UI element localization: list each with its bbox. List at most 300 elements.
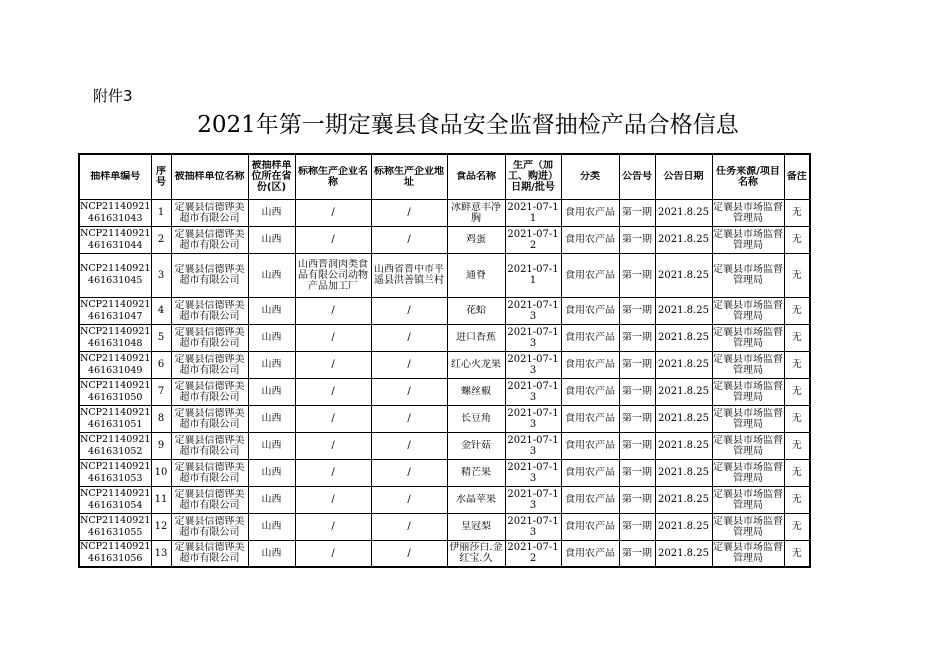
category-cell <box>561 253 619 297</box>
notice-date-text: 2021.8.25 <box>658 467 709 478</box>
notice-date-text: 2021.8.25 <box>658 547 709 559</box>
remark-cell <box>784 405 810 432</box>
sample-code-text: NCP21140921461631050 <box>80 379 151 403</box>
task-source-text: 定襄县市场监督管理局 <box>713 434 783 457</box>
remark-text: 无 <box>791 207 802 218</box>
sampled-unit-text: 定襄县信德铧美超市有限公司 <box>174 353 245 376</box>
task-source-cell <box>712 378 784 405</box>
task-source-cell <box>712 199 784 226</box>
task-source-text: 定襄县市场监督管理局 <box>713 353 783 376</box>
province-cell <box>248 199 295 226</box>
header-cell: 抽样单编号 <box>79 154 151 199</box>
sampled-unit-cell <box>171 199 248 226</box>
remark-cell <box>784 486 810 513</box>
producer-address-text: / <box>407 547 411 559</box>
food-name-cell <box>447 199 505 226</box>
notice-date-text: 2021.8.25 <box>658 386 709 397</box>
sample-code-cell <box>79 540 151 567</box>
food-name-text: 长豆角 <box>461 413 491 424</box>
sample-code-cell <box>79 351 151 378</box>
sample-code-text: NCP21140921461631055 <box>80 514 151 538</box>
food-name-text: 冰鲜意丰净胸 <box>451 201 501 224</box>
production-date-text: 2021-07-13 <box>507 380 559 403</box>
seq-text: 3 <box>157 269 165 281</box>
category-cell <box>561 486 619 513</box>
sampled-unit-cell <box>171 486 248 513</box>
task-source-text: 定襄县市场监督管理局 <box>713 264 783 286</box>
production-date-text: 2021-07-13 <box>507 434 559 457</box>
task-source-text: 定襄县市场监督管理局 <box>713 542 783 565</box>
province-text: 山西 <box>261 521 282 532</box>
production-date-text: 2021-07-13 <box>507 515 559 538</box>
remark-text: 无 <box>791 521 802 532</box>
notice-date-text: 2021.8.25 <box>658 269 709 281</box>
sampled-unit-cell <box>171 253 248 297</box>
province-text: 山西 <box>261 305 282 316</box>
production-date-cell <box>505 351 561 378</box>
category-text: 食用农产品 <box>565 413 615 424</box>
sampled-unit-text: 定襄县信德铧美超市有限公司 <box>174 407 245 430</box>
table-row <box>79 486 810 513</box>
header-cell: 标称生产企业地址 <box>371 154 447 199</box>
seq-text: 7 <box>157 386 165 397</box>
producer-address-text: / <box>407 467 411 478</box>
food-name-cell <box>447 226 505 253</box>
province-text: 山西 <box>261 269 282 281</box>
category-cell <box>561 459 619 486</box>
remark-cell <box>784 378 810 405</box>
seq-text: 2 <box>157 234 165 245</box>
seq-cell <box>151 486 171 513</box>
producer-text: / <box>331 440 335 451</box>
sample-code-text: NCP21140921461631054 <box>80 487 151 511</box>
food-name-cell <box>447 324 505 351</box>
notice-no-text: 第一期 <box>622 386 652 397</box>
producer-cell <box>295 540 371 567</box>
producer-address-text: / <box>407 494 411 505</box>
task-source-text: 定襄县市场监督管理局 <box>713 461 783 484</box>
producer-text: / <box>331 207 335 218</box>
notice-no-cell <box>619 432 655 459</box>
category-text: 食用农产品 <box>565 269 615 281</box>
province-text: 山西 <box>261 547 282 559</box>
remark-cell <box>784 351 810 378</box>
production-date-text: 2021-07-12 <box>507 228 559 251</box>
table-row <box>79 351 810 378</box>
sample-code-cell <box>79 297 151 324</box>
producer-address-text: / <box>407 305 411 316</box>
category-cell <box>561 351 619 378</box>
food-name-text: 红心火龙果 <box>451 359 501 370</box>
production-date-cell <box>505 297 561 324</box>
seq-cell <box>151 324 171 351</box>
header-cell: 任务来源/项目名称 <box>712 154 784 199</box>
table-row <box>79 459 810 486</box>
category-cell <box>561 199 619 226</box>
production-date-text: 2021-07-13 <box>507 299 559 322</box>
province-text: 山西 <box>261 359 282 370</box>
food-name-cell <box>447 459 505 486</box>
province-cell <box>248 513 295 540</box>
notice-no-cell <box>619 459 655 486</box>
remark-text: 无 <box>791 547 802 559</box>
notice-date-cell <box>655 513 712 540</box>
sample-code-text: NCP21140921461631045 <box>80 263 151 286</box>
producer-cell <box>295 253 371 297</box>
producer-address-cell <box>371 226 447 253</box>
header-cell: 被抽样单位所在省份(区) <box>248 154 295 199</box>
notice-date-cell <box>655 199 712 226</box>
producer-address-text: / <box>407 521 411 532</box>
remark-cell <box>784 513 810 540</box>
seq-cell <box>151 432 171 459</box>
sampled-unit-text: 定襄县信德铧美超市有限公司 <box>174 264 245 286</box>
notice-no-text: 第一期 <box>622 494 652 505</box>
producer-address-text: / <box>407 332 411 343</box>
remark-cell <box>784 324 810 351</box>
seq-cell <box>151 540 171 567</box>
task-source-text: 定襄县市场监督管理局 <box>713 515 783 538</box>
production-date-cell <box>505 199 561 226</box>
producer-address-text: / <box>407 359 411 370</box>
food-name-cell <box>447 253 505 297</box>
producer-cell <box>295 199 371 226</box>
header-cell: 公告日期 <box>655 154 712 199</box>
producer-text: 山西晋润肉类食品有限公司动物产品加工厂 <box>298 258 368 292</box>
production-date-cell <box>505 432 561 459</box>
remark-text: 无 <box>791 359 802 370</box>
sample-code-cell <box>79 459 151 486</box>
province-cell <box>248 226 295 253</box>
seq-cell <box>151 459 171 486</box>
notice-no-cell <box>619 253 655 297</box>
table-row <box>79 513 810 540</box>
province-cell <box>248 486 295 513</box>
table-row <box>79 540 810 567</box>
notice-no-cell <box>619 199 655 226</box>
remark-cell <box>784 226 810 253</box>
sampled-unit-text: 定襄县信德铧美超市有限公司 <box>174 326 245 349</box>
production-date-text: 2021-07-13 <box>507 326 559 349</box>
task-source-cell <box>712 351 784 378</box>
header-cell: 分类 <box>561 154 619 199</box>
sample-code-cell <box>79 513 151 540</box>
table-row <box>79 253 810 297</box>
province-text: 山西 <box>261 413 282 424</box>
notice-date-text: 2021.8.25 <box>658 440 709 451</box>
food-name-cell <box>447 297 505 324</box>
food-name-cell <box>447 405 505 432</box>
sample-code-cell <box>79 486 151 513</box>
province-text: 山西 <box>261 207 282 218</box>
table-row <box>79 405 810 432</box>
sampled-unit-cell <box>171 459 248 486</box>
seq-cell <box>151 253 171 297</box>
notice-date-cell <box>655 297 712 324</box>
food-name-text: 精芒果 <box>461 467 491 478</box>
production-date-text: 2021-07-11 <box>507 201 559 224</box>
production-date-text: 2021-07-12 <box>507 542 559 565</box>
producer-address-cell <box>371 378 447 405</box>
seq-text: 1 <box>157 207 165 218</box>
category-text: 食用农产品 <box>565 234 615 245</box>
notice-date-text: 2021.8.25 <box>658 413 709 424</box>
province-cell <box>248 297 295 324</box>
table-row <box>79 199 810 226</box>
producer-cell <box>295 405 371 432</box>
notice-date-text: 2021.8.25 <box>658 494 709 505</box>
province-cell <box>248 540 295 567</box>
seq-text: 10 <box>154 467 168 478</box>
remark-cell <box>784 199 810 226</box>
producer-cell <box>295 486 371 513</box>
producer-text: / <box>331 547 335 559</box>
notice-date-cell <box>655 432 712 459</box>
category-text: 食用农产品 <box>565 332 615 343</box>
food-name-text: 鸡蛋 <box>466 234 486 245</box>
production-date-text: 2021-07-13 <box>507 353 559 376</box>
notice-date-cell <box>655 459 712 486</box>
remark-text: 无 <box>791 386 802 397</box>
remark-text: 无 <box>791 494 802 505</box>
sample-code-cell <box>79 226 151 253</box>
sampled-unit-cell <box>171 324 248 351</box>
province-text: 山西 <box>261 494 282 505</box>
food-name-text: 金针菇 <box>461 440 491 451</box>
production-date-cell <box>505 226 561 253</box>
notice-date-cell <box>655 253 712 297</box>
sampled-unit-text: 定襄县信德铧美超市有限公司 <box>174 201 245 224</box>
table-row <box>79 432 810 459</box>
notice-date-text: 2021.8.25 <box>658 234 709 245</box>
notice-no-cell <box>619 226 655 253</box>
notice-no-cell <box>619 351 655 378</box>
seq-text: 6 <box>157 359 165 370</box>
task-source-cell <box>712 513 784 540</box>
table-row <box>79 324 810 351</box>
task-source-cell <box>712 253 784 297</box>
producer-address-text: 山西省晋中市平遥县洪善镇兰村 <box>374 264 444 286</box>
notice-date-cell <box>655 351 712 378</box>
table-header-row <box>79 154 810 199</box>
notice-no-cell <box>619 540 655 567</box>
food-name-text: 水晶苹果 <box>456 494 496 505</box>
production-date-cell <box>505 513 561 540</box>
seq-text: 12 <box>154 521 168 532</box>
sample-code-text: NCP21140921461631056 <box>80 541 151 565</box>
food-name-cell <box>447 486 505 513</box>
producer-address-cell <box>371 432 447 459</box>
province-cell <box>248 378 295 405</box>
task-source-text: 定襄县市场监督管理局 <box>713 407 783 430</box>
sampled-unit-cell <box>171 540 248 567</box>
province-text: 山西 <box>261 234 282 245</box>
notice-date-text: 2021.8.25 <box>658 305 709 316</box>
task-source-text: 定襄县市场监督管理局 <box>713 228 783 251</box>
province-cell <box>248 405 295 432</box>
category-text: 食用农产品 <box>565 207 615 218</box>
category-text: 食用农产品 <box>565 494 615 505</box>
province-cell <box>248 432 295 459</box>
notice-no-text: 第一期 <box>622 305 652 316</box>
seq-cell <box>151 513 171 540</box>
remark-cell <box>784 540 810 567</box>
producer-address-cell <box>371 513 447 540</box>
notice-no-cell <box>619 324 655 351</box>
producer-address-text: / <box>407 386 411 397</box>
producer-address-cell <box>371 351 447 378</box>
remark-cell <box>784 432 810 459</box>
task-source-cell <box>712 540 784 567</box>
sampled-unit-cell <box>171 297 248 324</box>
production-date-cell <box>505 378 561 405</box>
task-source-text: 定襄县市场监督管理局 <box>713 299 783 322</box>
production-date-text: 2021-07-13 <box>507 488 559 511</box>
sampled-unit-text: 定襄县信德铧美超市有限公司 <box>174 542 245 565</box>
header-cell: 食品名称 <box>447 154 505 199</box>
food-name-text: 螺丝椒 <box>461 386 491 397</box>
food-name-cell <box>447 513 505 540</box>
sample-code-text: NCP21140921461631051 <box>80 406 151 430</box>
sampled-unit-text: 定襄县信德铧美超市有限公司 <box>174 515 245 538</box>
seq-cell <box>151 378 171 405</box>
sampled-unit-text: 定襄县信德铧美超市有限公司 <box>174 299 245 322</box>
task-source-cell <box>712 226 784 253</box>
province-text: 山西 <box>261 467 282 478</box>
sampled-unit-cell <box>171 378 248 405</box>
food-name-text: 皇冠梨 <box>461 521 491 532</box>
production-date-text: 2021-07-13 <box>507 461 559 484</box>
sample-code-cell <box>79 405 151 432</box>
province-cell <box>248 351 295 378</box>
category-text: 食用农产品 <box>565 440 615 451</box>
producer-address-cell <box>371 297 447 324</box>
sampled-unit-cell <box>171 432 248 459</box>
producer-address-cell <box>371 405 447 432</box>
producer-text: / <box>331 359 335 370</box>
attachment-label: 附件3 <box>93 87 133 105</box>
header-cell: 公告号 <box>619 154 655 199</box>
task-source-text: 定襄县市场监督管理局 <box>713 488 783 511</box>
notice-date-text: 2021.8.25 <box>658 207 709 218</box>
sampled-unit-text: 定襄县信德铧美超市有限公司 <box>174 488 245 511</box>
sampled-unit-cell <box>171 513 248 540</box>
province-cell <box>248 459 295 486</box>
remark-text: 无 <box>791 332 802 343</box>
producer-address-text: / <box>407 234 411 245</box>
producer-text: / <box>331 305 335 316</box>
sample-code-text: NCP21140921461631044 <box>80 227 151 251</box>
food-name-cell <box>447 432 505 459</box>
producer-cell <box>295 513 371 540</box>
remark-text: 无 <box>791 467 802 478</box>
food-name-text: 进口香蕉 <box>456 332 496 343</box>
sample-code-text: NCP21140921461631043 <box>80 200 151 224</box>
producer-address-text: / <box>407 440 411 451</box>
sampled-unit-text: 定襄县信德铧美超市有限公司 <box>174 228 245 251</box>
remark-cell <box>784 297 810 324</box>
producer-address-cell <box>371 459 447 486</box>
producer-text: / <box>331 494 335 505</box>
food-name-cell <box>447 378 505 405</box>
remark-text: 无 <box>791 269 802 281</box>
producer-text: / <box>331 521 335 532</box>
seq-text: 8 <box>157 413 165 424</box>
task-source-cell <box>712 405 784 432</box>
producer-address-cell <box>371 486 447 513</box>
producer-text: / <box>331 413 335 424</box>
seq-text: 5 <box>157 332 165 343</box>
category-text: 食用农产品 <box>565 547 615 559</box>
notice-no-cell <box>619 297 655 324</box>
sample-code-text: NCP21140921461631047 <box>80 298 151 322</box>
producer-address-cell <box>371 199 447 226</box>
notice-no-cell <box>619 405 655 432</box>
sample-code-cell <box>79 324 151 351</box>
sample-code-text: NCP21140921461631052 <box>80 433 151 457</box>
producer-cell <box>295 459 371 486</box>
notice-no-text: 第一期 <box>622 269 652 281</box>
production-date-text: 2021-07-11 <box>507 264 559 286</box>
sampled-unit-text: 定襄县信德铧美超市有限公司 <box>174 461 245 484</box>
food-name-cell <box>447 540 505 567</box>
table-row <box>79 378 810 405</box>
sample-code-text: NCP21140921461631053 <box>80 460 151 484</box>
remark-text: 无 <box>791 305 802 316</box>
production-date-cell <box>505 486 561 513</box>
sample-code-cell <box>79 432 151 459</box>
category-text: 食用农产品 <box>565 521 615 532</box>
production-date-cell <box>505 324 561 351</box>
production-date-cell <box>505 459 561 486</box>
producer-cell <box>295 432 371 459</box>
notice-date-cell <box>655 378 712 405</box>
producer-text: / <box>331 234 335 245</box>
remark-cell <box>784 253 810 297</box>
producer-text: / <box>331 467 335 478</box>
province-text: 山西 <box>261 386 282 397</box>
seq-cell <box>151 405 171 432</box>
category-text: 食用农产品 <box>565 467 615 478</box>
remark-text: 无 <box>791 234 802 245</box>
remark-cell <box>784 459 810 486</box>
seq-cell <box>151 199 171 226</box>
seq-cell <box>151 351 171 378</box>
notice-date-cell <box>655 226 712 253</box>
remark-text: 无 <box>791 440 802 451</box>
seq-text: 11 <box>154 494 168 505</box>
task-source-text: 定襄县市场监督管理局 <box>713 326 783 349</box>
seq-cell <box>151 226 171 253</box>
sample-code-text: NCP21140921461631048 <box>80 325 151 349</box>
notice-no-text: 第一期 <box>622 440 652 451</box>
province-text: 山西 <box>261 332 282 343</box>
notice-no-text: 第一期 <box>622 547 652 559</box>
production-date-cell <box>505 405 561 432</box>
producer-address-cell <box>371 253 447 297</box>
food-name-text: 花蛤 <box>466 305 486 316</box>
remark-text: 无 <box>791 413 802 424</box>
category-text: 食用农产品 <box>565 359 615 370</box>
category-text: 食用农产品 <box>565 305 615 316</box>
seq-text: 4 <box>157 305 165 316</box>
table-row <box>79 297 810 324</box>
producer-cell <box>295 297 371 324</box>
sampled-unit-text: 定襄县信德铧美超市有限公司 <box>174 380 245 403</box>
header-cell: 备注 <box>784 154 810 199</box>
food-name-text: 伊丽莎白.金红宝.久 <box>449 542 503 565</box>
producer-address-cell <box>371 540 447 567</box>
